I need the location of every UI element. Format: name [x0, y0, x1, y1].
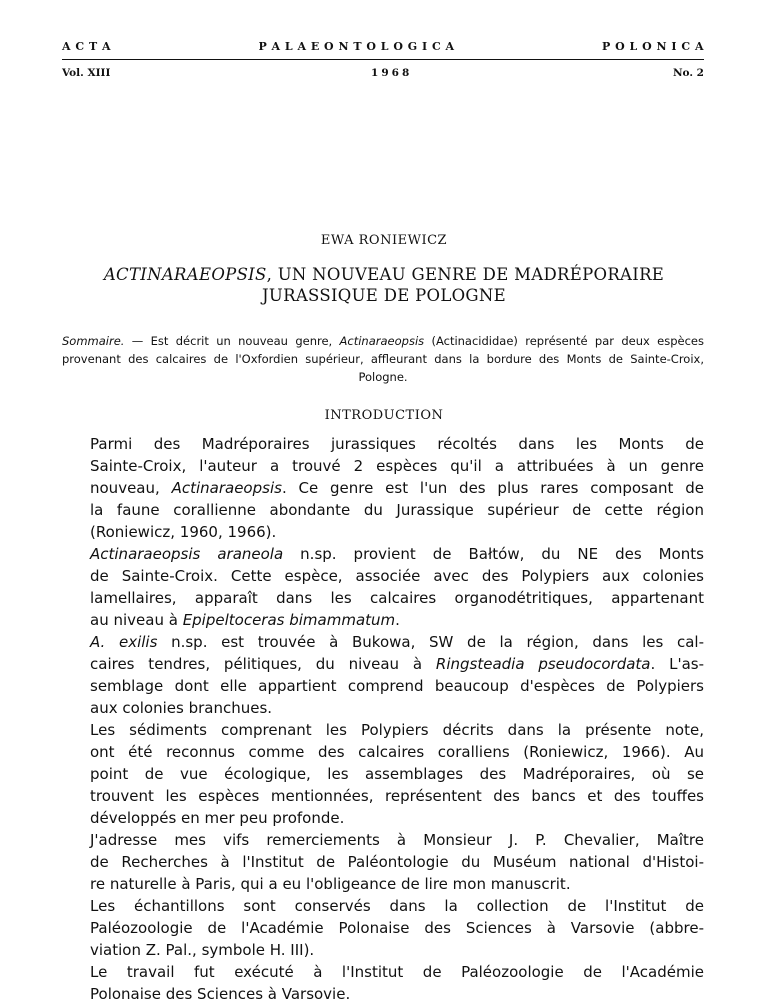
paragraph-7	[62, 961, 704, 1005]
body-text	[62, 433, 704, 1005]
volume-label: Vol. XIII	[62, 67, 111, 79]
text-run: . L'as-	[650, 655, 704, 673]
text-line: développés en mer peu profonde.	[90, 809, 345, 827]
journal-word-palaeontologica: P A L A E O N T O L O G I C A	[258, 40, 455, 53]
paragraph-2	[62, 543, 704, 631]
text-line: Polonaise des Sciences à Varsovie.	[90, 985, 351, 1003]
journal-word-acta: A C T A	[62, 40, 111, 53]
text-run: nouveau,	[90, 479, 172, 497]
text-line: Paléozoologie de l'Académie Polonaise des Sciences à Varsovie (abbre-	[90, 919, 704, 937]
header-rule	[62, 59, 704, 60]
summary	[62, 332, 704, 386]
summary-dash: — Est décrit un nouveau genre,	[124, 334, 340, 348]
paragraph-6	[62, 895, 704, 961]
text-run: n.sp. est trouvée à Bukowa, SW de la région, dans les cal-	[157, 633, 704, 651]
journal-word-polonica: P O L O N I C A	[602, 40, 704, 53]
text-line: (Roniewicz, 1960, 1966).	[90, 523, 277, 541]
section-heading: INTRODUCTION	[324, 408, 444, 423]
author-name: EWA RONIEWICZ	[320, 233, 448, 248]
journal-title	[62, 40, 704, 53]
text-line: Le travail fut exécuté à l'Institut de Paléozoologie de l'Académie	[90, 963, 704, 981]
text-run: caires tendres, pélitiques, du niveau à	[90, 655, 436, 673]
title-line-2: JURASSIQUE DE POLOGNE	[261, 286, 506, 305]
text-run: n.sp. provient de Bałtów, du NE des Monts	[283, 545, 704, 563]
issue-line	[62, 67, 704, 79]
text-line: viation Z. Pal., symbole H. III).	[90, 941, 315, 959]
paragraph-5	[62, 829, 704, 895]
species-name: Epipeltoceras bimammatum	[182, 611, 396, 629]
text-line: trouvent les espèces mentionnées, représentent des bancs et des touffes	[90, 787, 704, 805]
species-name: Ringsteadia pseudocordata	[435, 655, 651, 673]
text-line: aux colonies branchues.	[90, 699, 273, 717]
text-line: J'adresse mes vifs remerciements à Monsieur J. P. Chevalier, Maître	[90, 831, 704, 849]
text-line: ont été reconnus comme des calcaires coralliens (Roniewicz, 1966). Au	[90, 743, 704, 761]
title-rest: , UN NOUVEAU GENRE DE MADRÉPORAIRE	[266, 265, 665, 284]
title-line-1	[40, 264, 728, 285]
text-line	[62, 609, 704, 631]
text-line: Parmi des Madréporaires jurassiques récoltés dans les Monts de	[90, 435, 704, 453]
article-title	[40, 264, 728, 306]
genus-name: Actinaraeopsis	[171, 479, 282, 497]
text-line: la faune corallienne abondante du Jurassique supérieur de cette région	[90, 501, 704, 519]
text-line: de Recherches à l'Institut de Paléontologie du Muséum national d'Histoi-	[90, 853, 704, 871]
paragraph-1	[62, 433, 704, 543]
paragraph-4	[62, 719, 704, 829]
text-run: .	[395, 611, 400, 629]
text-run: au niveau à	[90, 611, 183, 629]
title-genus: ACTINARAEOPSIS	[103, 265, 267, 284]
summary-text: (Actinacididae) représenté par deux espèces provenant des calcaires de l'Oxfordien supérieur, affleurant dans la bordure des Monts de Sainte-Croix, Pologne.	[62, 334, 704, 384]
species-name: Actinaraeopsis araneola	[90, 545, 284, 563]
text-line	[62, 477, 704, 499]
paragraph-3	[62, 631, 704, 719]
text-run: . Ce genre est l'un des plus rares composant de	[281, 479, 705, 497]
text-line: semblage dont elle appartient comprend beaucoup d'espèces de Polypiers	[90, 677, 704, 695]
text-line: lamellaires, apparaît dans les calcaires organodétritiques, appartenant	[90, 589, 704, 607]
summary-genus: Actinaraeopsis	[339, 334, 425, 348]
text-line	[62, 653, 704, 675]
text-line	[62, 631, 704, 653]
year-label: 1968	[371, 67, 413, 79]
species-name: A. exilis	[90, 633, 158, 651]
summary-label: Sommaire.	[62, 334, 125, 348]
text-line: Les sédiments comprenant les Polypiers décrits dans la présente note,	[90, 721, 704, 739]
text-line: de Sainte-Croix. Cette espèce, associée avec des Polypiers aux colonies	[90, 567, 704, 585]
number-label: No. 2	[672, 67, 704, 79]
text-line	[62, 543, 704, 565]
text-line: re naturelle à Paris, qui a eu l'obligeance de lire mon manuscrit.	[90, 875, 571, 893]
text-line: point de vue écologique, les assemblages des Madréporaires, où se	[90, 765, 704, 783]
text-line: Les échantillons sont conservés dans la collection de l'Institut de	[90, 897, 704, 915]
text-line: Sainte-Croix, l'auteur a trouvé 2 espèces qu'il a attribuées à un genre	[90, 457, 704, 475]
